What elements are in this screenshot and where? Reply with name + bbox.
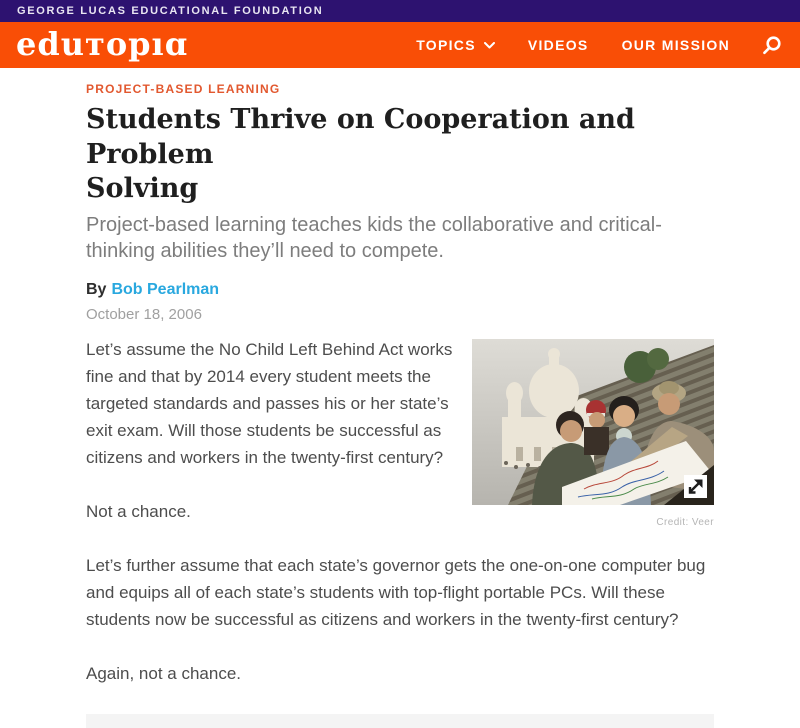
edutopia-logo[interactable]: eduтopıɑ [16, 24, 189, 63]
article-figure [472, 339, 714, 536]
page-title [86, 103, 714, 207]
nav-item-videos[interactable] [528, 38, 589, 52]
title-line: Students Thrive on Cooperation and Problem [86, 104, 635, 170]
nav-item-topics-label: TOPICS [416, 37, 476, 53]
next-section-preview [86, 714, 714, 728]
expand-icon[interactable] [684, 475, 707, 498]
chevron-down-icon [484, 42, 495, 49]
article-body [86, 336, 714, 728]
main-nav [0, 22, 800, 68]
article-paragraph: Not a chance. [86, 502, 191, 522]
article-image[interactable] [472, 339, 714, 505]
nav-item-topics[interactable] [416, 38, 495, 52]
byline [86, 281, 714, 299]
article-paragraph: Let’s assume the No Child Left Behind Act works fine and that by 2014 every student meets the targeted standards and passes his or her state’s exit exam. Will those students be successful as citizens and workers in the twenty-first century? [86, 340, 453, 468]
search-button[interactable] [761, 35, 782, 56]
search-icon [761, 35, 782, 56]
foundation-bar-text: GEORGE LUCAS EDUCATIONAL FOUNDATION [17, 4, 324, 17]
nav-item-our-mission[interactable] [622, 38, 730, 52]
foundation-bar [0, 0, 800, 22]
article [86, 82, 714, 728]
article-paragraph: Let’s further assume that each state’s governor gets the one-on-one computer bug and equips all of each state’s students with top-flight portable PCs. Will these students now be successful as citizens and workers in the twenty-first century? [86, 556, 706, 630]
nav-item-our-mission-label: OUR MISSION [621, 37, 730, 53]
nav-item-videos-label: VIDEOS [527, 37, 589, 53]
publish-date: October 18, 2006 [86, 306, 202, 324]
title-line: Solving [86, 173, 199, 205]
category-label[interactable]: PROJECT-BASED LEARNING [86, 82, 281, 96]
page-header [0, 0, 800, 68]
article-dek: Project-based learning teaches kids the collaborative and critical-thinking abilities they’ll need to compete. [86, 213, 662, 263]
byline-prefix: By [86, 281, 107, 299]
author-link[interactable]: Bob Pearlman [111, 281, 220, 299]
students-map-photo [472, 339, 714, 505]
image-credit: Credit: Veer [656, 517, 714, 529]
article-paragraph: Again, not a chance. [86, 664, 242, 684]
nav-links [416, 35, 782, 56]
